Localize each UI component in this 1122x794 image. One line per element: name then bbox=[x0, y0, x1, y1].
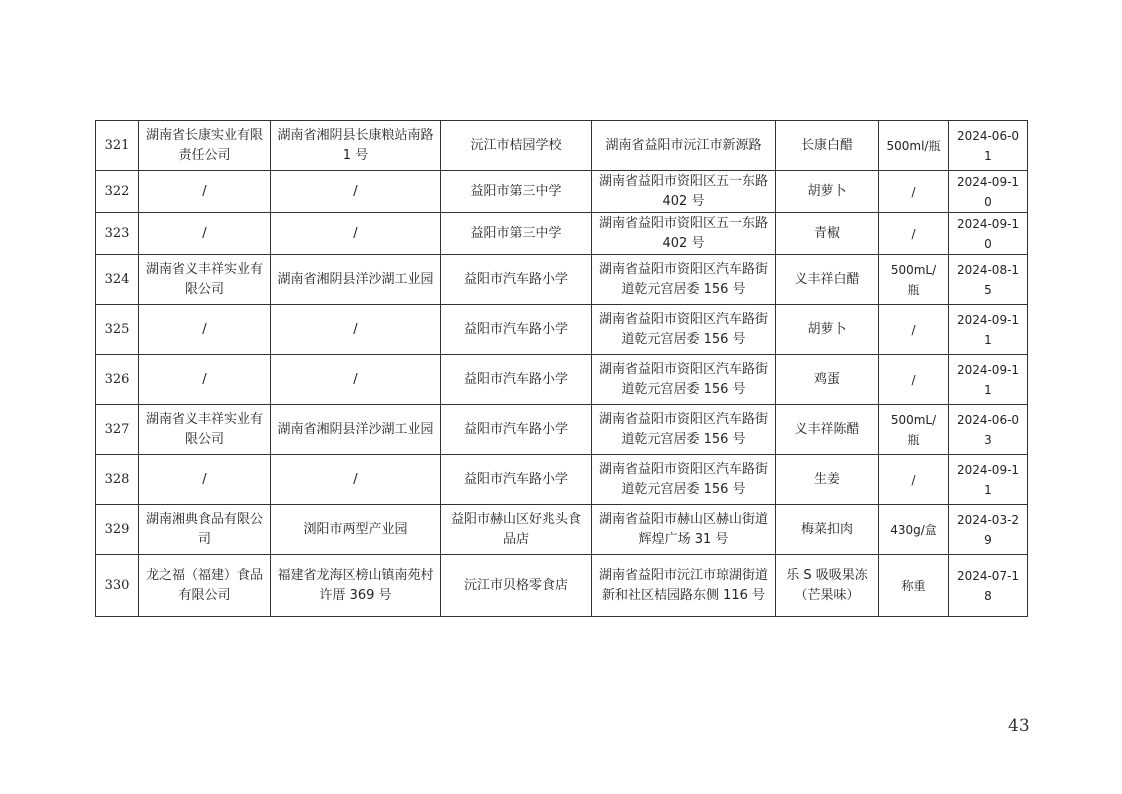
product-name: 鸡蛋 bbox=[776, 355, 879, 405]
product-name: 青椒 bbox=[776, 213, 879, 255]
producer-name: / bbox=[139, 455, 271, 505]
row-number: 326 bbox=[96, 355, 139, 405]
seller-name: 沅江市贝格零食店 bbox=[441, 555, 592, 617]
producer-name: 湖南省义丰祥实业有限公司 bbox=[139, 405, 271, 455]
product-name: 生姜 bbox=[776, 455, 879, 505]
producer-name: / bbox=[139, 305, 271, 355]
production-date: 2024-06-03 bbox=[949, 405, 1028, 455]
producer-address: / bbox=[271, 455, 441, 505]
table-row bbox=[96, 171, 1028, 213]
product-name: 义丰祥白醋 bbox=[776, 255, 879, 305]
producer-address: 湖南省湘阴县洋沙湖工业园 bbox=[271, 255, 441, 305]
seller-name: 益阳市汽车路小学 bbox=[441, 305, 592, 355]
producer-name: 龙之福（福建）食品有限公司 bbox=[139, 555, 271, 617]
product-spec: / bbox=[879, 213, 949, 255]
producer-name: 湖南省义丰祥实业有限公司 bbox=[139, 255, 271, 305]
producer-name: / bbox=[139, 355, 271, 405]
seller-address: 湖南省益阳市资阳区汽车路街道乾元宫居委 156 号 bbox=[592, 305, 776, 355]
seller-address: 湖南省益阳市赫山区赫山街道辉煌广场 31 号 bbox=[592, 505, 776, 555]
production-date: 2024-06-01 bbox=[949, 121, 1028, 171]
producer-name: / bbox=[139, 213, 271, 255]
producer-address: / bbox=[271, 213, 441, 255]
row-number: 321 bbox=[96, 121, 139, 171]
product-spec: / bbox=[879, 355, 949, 405]
table-row bbox=[96, 455, 1028, 505]
row-number: 327 bbox=[96, 405, 139, 455]
production-date: 2024-03-29 bbox=[949, 505, 1028, 555]
table-row bbox=[96, 213, 1028, 255]
table-row bbox=[96, 305, 1028, 355]
seller-name: 益阳市汽车路小学 bbox=[441, 455, 592, 505]
seller-name: 益阳市赫山区好兆头食品店 bbox=[441, 505, 592, 555]
row-number: 322 bbox=[96, 171, 139, 213]
seller-name: 益阳市第三中学 bbox=[441, 171, 592, 213]
seller-address: 湖南省益阳市沅江市琼湖街道新和社区桔园路东侧 116 号 bbox=[592, 555, 776, 617]
production-date: 2024-09-11 bbox=[949, 355, 1028, 405]
product-name: 长康白醋 bbox=[776, 121, 879, 171]
producer-address: 福建省龙海区榜山镇南苑村许厝 369 号 bbox=[271, 555, 441, 617]
producer-address: / bbox=[271, 305, 441, 355]
product-spec: / bbox=[879, 171, 949, 213]
table-row bbox=[96, 405, 1028, 455]
product-spec: 500mL/瓶 bbox=[879, 255, 949, 305]
producer-address: / bbox=[271, 171, 441, 213]
row-number: 329 bbox=[96, 505, 139, 555]
producer-address: 浏阳市两型产业园 bbox=[271, 505, 441, 555]
product-spec: / bbox=[879, 455, 949, 505]
row-number: 328 bbox=[96, 455, 139, 505]
production-date: 2024-07-18 bbox=[949, 555, 1028, 617]
product-spec: 500mL/瓶 bbox=[879, 405, 949, 455]
production-date: 2024-09-11 bbox=[949, 455, 1028, 505]
product-name: 梅菜扣肉 bbox=[776, 505, 879, 555]
seller-address: 湖南省益阳市资阳区五一东路 402 号 bbox=[592, 213, 776, 255]
seller-name: 益阳市第三中学 bbox=[441, 213, 592, 255]
product-spec: 称重 bbox=[879, 555, 949, 617]
seller-address: 湖南省益阳市资阳区汽车路街道乾元宫居委 156 号 bbox=[592, 455, 776, 505]
producer-address: 湖南省湘阴县长康粮站南路 1 号 bbox=[271, 121, 441, 171]
row-number: 330 bbox=[96, 555, 139, 617]
producer-address: / bbox=[271, 355, 441, 405]
production-date: 2024-09-10 bbox=[949, 213, 1028, 255]
table-row bbox=[96, 355, 1028, 405]
seller-address: 湖南省益阳市资阳区汽车路街道乾元宫居委 156 号 bbox=[592, 255, 776, 305]
production-date: 2024-09-10 bbox=[949, 171, 1028, 213]
product-name: 胡萝卜 bbox=[776, 171, 879, 213]
seller-name: 益阳市汽车路小学 bbox=[441, 355, 592, 405]
product-spec: / bbox=[879, 305, 949, 355]
seller-name: 益阳市汽车路小学 bbox=[441, 405, 592, 455]
row-number: 323 bbox=[96, 213, 139, 255]
row-number: 325 bbox=[96, 305, 139, 355]
producer-name: 湖南省长康实业有限责任公司 bbox=[139, 121, 271, 171]
seller-name: 益阳市汽车路小学 bbox=[441, 255, 592, 305]
product-spec: 430g/盒 bbox=[879, 505, 949, 555]
producer-name: / bbox=[139, 171, 271, 213]
seller-address: 湖南省益阳市资阳区汽车路街道乾元宫居委 156 号 bbox=[592, 405, 776, 455]
product-name: 胡萝卜 bbox=[776, 305, 879, 355]
production-date: 2024-09-11 bbox=[949, 305, 1028, 355]
page-number: 43 bbox=[1008, 716, 1030, 736]
producer-address: 湖南省湘阴县洋沙湖工业园 bbox=[271, 405, 441, 455]
product-spec: 500ml/瓶 bbox=[879, 121, 949, 171]
table-row bbox=[96, 121, 1028, 171]
row-number: 324 bbox=[96, 255, 139, 305]
production-date: 2024-08-15 bbox=[949, 255, 1028, 305]
product-name: 义丰祥陈醋 bbox=[776, 405, 879, 455]
seller-address: 湖南省益阳市沅江市新源路 bbox=[592, 121, 776, 171]
table-row bbox=[96, 555, 1028, 617]
seller-address: 湖南省益阳市资阳区汽车路街道乾元宫居委 156 号 bbox=[592, 355, 776, 405]
seller-name: 沅江市桔园学校 bbox=[441, 121, 592, 171]
producer-name: 湖南湘典食品有限公司 bbox=[139, 505, 271, 555]
seller-address: 湖南省益阳市资阳区五一东路 402 号 bbox=[592, 171, 776, 213]
table-row bbox=[96, 505, 1028, 555]
product-name: 乐 S 吸吸果冻（芒果味） bbox=[776, 555, 879, 617]
table-row bbox=[96, 255, 1028, 305]
sampling-table bbox=[95, 120, 1028, 617]
